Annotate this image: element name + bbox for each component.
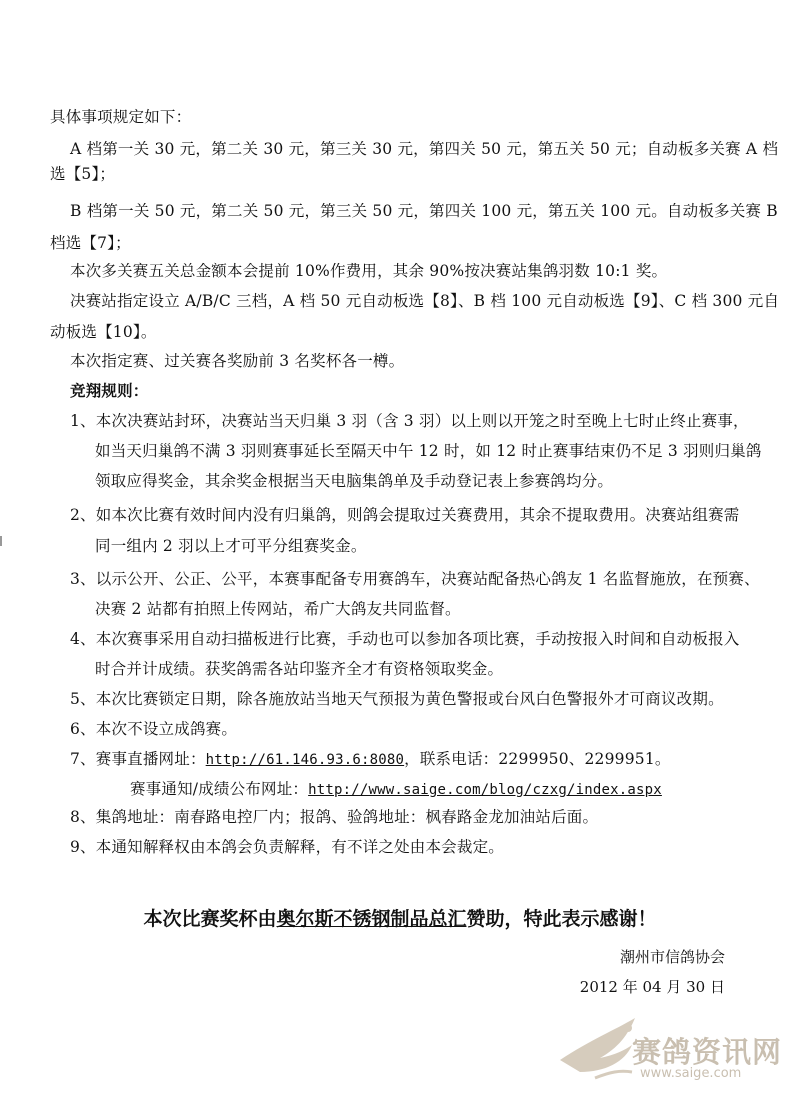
paragraph-line: B 档第一关 50 元，第二关 50 元，第三关 50 元，第四关 100 元，第五关 100 元。自动板多关赛 B <box>70 202 778 220</box>
paragraph-line: 选【5】； <box>50 165 116 183</box>
paragraph-line: A 档第一关 30 元，第二关 30 元，第三关 30 元，第四关 50 元，第五关 50 元；自动板多关赛 A 档 <box>70 140 779 158</box>
paragraph-line: 决赛站指定设立 A/B/C 三档，A 档 50 元自动板选【8】、B 档 100 元自动板选【9】、C 档 300 元自 <box>70 292 780 310</box>
rule-line: 3、以示公开、公正、公平，本赛事配备专用赛鸽车，决赛站配备热心鸽友 1 名监督施放，在预赛、 <box>70 570 760 588</box>
watermark-site-name: 赛鸽资讯网 <box>632 1035 783 1069</box>
rule-line: 2、如本次比赛有效时间内没有归巢鸽，则鸽会提取过关赛费用，其余不提取费用。决赛站组赛需 <box>70 506 740 524</box>
sponsor-name: 奥尔斯不锈钢制品总汇 <box>276 908 467 930</box>
rule-7-line <box>70 748 671 771</box>
rule-line: 同一组内 2 羽以上才可平分组赛奖金。 <box>95 537 367 555</box>
rule-9-line: 9、本通知解释权由本鸽会负责解释，有不详之处由本会裁定。 <box>70 838 504 856</box>
watermark-site-url: www.saige.com <box>640 1066 742 1081</box>
paragraph-line: 本次指定赛、过关赛各奖励前 3 名奖杯各一樽。 <box>70 352 405 370</box>
rule-line: 6、本次不设立成鸽赛。 <box>70 720 238 738</box>
live-url-link[interactable]: http://61.146.93.6:8080 <box>205 752 405 768</box>
rule-line: 决赛 2 站都有拍照上传网站，希广大鸽友共同监督。 <box>95 600 461 618</box>
rule-line: 1、本次决赛站封环，决赛站当天归巢 3 羽（含 3 羽）以上则以开笼之时至晚上七时止终止赛事， <box>70 412 749 430</box>
paragraph-line: 动板选【10】。 <box>50 323 157 341</box>
sponsor-thanks <box>0 906 800 932</box>
rule-line: 5、本次比赛锁定日期，除各施放站当地天气预报为黄色警报或台风白色警报外才可商议改期。 <box>70 690 724 708</box>
notice-prefix: 赛事通知/成绩公布网址： <box>130 780 309 798</box>
rules-heading: 竞翔规则： <box>70 381 149 400</box>
notice-url-line <box>130 778 662 801</box>
rule-line: 时合并计成绩。获奖鸽需各站印鉴齐全才有资格领取奖金。 <box>95 660 504 678</box>
rule-7-prefix: 7、赛事直播网址： <box>70 750 206 768</box>
paragraph-line: 档选【7】； <box>50 234 131 252</box>
rule-7-phone: ，联系电话：2299950、2299951。 <box>404 750 671 768</box>
rule-line: 领取应得奖金，其余奖金根据当天电脑集鸽单及手动登记表上参赛鸽均分。 <box>95 472 614 490</box>
notice-url-link[interactable]: http://www.saige.com/blog/czxg/index.aspx <box>308 782 662 798</box>
paragraph-line: 本次多关赛五关总金额本会提前 10%作费用，其余 90%按决赛站集鸽羽数 10:1 奖。 <box>70 262 668 280</box>
scan-edge-mark <box>0 536 2 546</box>
thanks-before: 本次比赛奖杯由 <box>143 908 277 930</box>
rule-line: 4、本次赛事采用自动扫描板进行比赛，手动也可以参加各项比赛，手动按报入时间和自动板报入 <box>70 630 740 648</box>
document-date: 2012 年 04 月 30 日 <box>579 978 725 996</box>
intro-text: 具体事项规定如下： <box>50 108 192 126</box>
organization-name: 潮州市信鸽协会 <box>619 948 725 966</box>
rule-8-line: 8、集鸽地址：南春路电控厂内；报鸽、验鸽地址：枫春路金龙加油站后面。 <box>70 808 599 826</box>
thanks-after: 赞助，特此表示感谢！ <box>466 908 657 930</box>
rule-line: 如当天归巢鸽不满 3 羽则赛事延长至隔天中午 12 时，如 12 时止赛事结束仍不足 3 羽则归巢鸽 <box>95 442 762 460</box>
